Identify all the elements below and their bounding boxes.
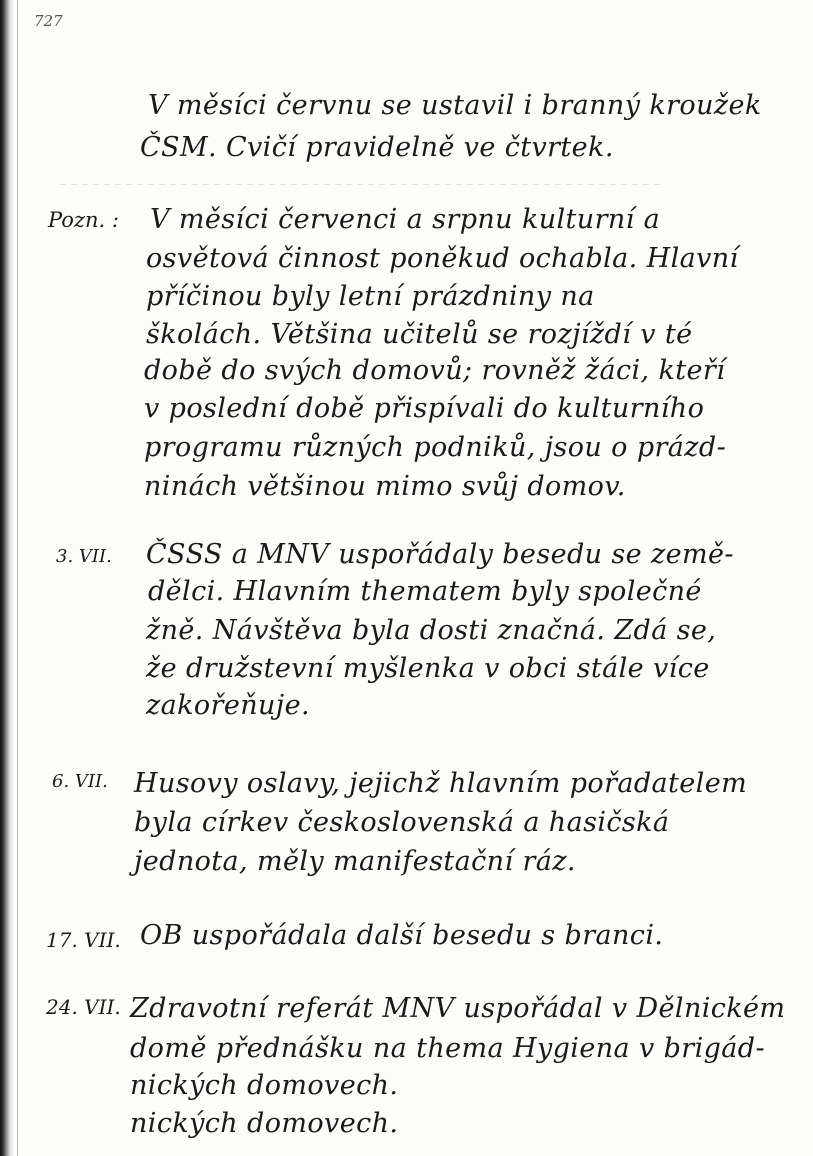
entry-pozn-line-5: době do svých domovů; rovněž žáci, kteří (144, 355, 726, 386)
entry-6vii-line-3: jednota, měly manifestační ráz. (134, 846, 576, 877)
entry-pozn-line-8: ninách většinou mimo svůj domov. (144, 471, 626, 502)
binding-line (17, 0, 18, 1156)
entry-24vii-line-3: nických domovech. (130, 1070, 399, 1101)
bleed-through-line (60, 184, 660, 185)
entry-pozn-line-6: v poslední době přispívali do kulturního (144, 393, 705, 424)
page-number: 727 (34, 12, 63, 30)
entry-3vii-line-1: ČSSS a MNV uspořádaly besedu se země- (146, 539, 734, 570)
binding-edge (0, 0, 14, 1156)
entry-3vii-line-3: žně. Návštěva byla dosti značná. Zdá se, (146, 615, 717, 646)
entry-17vii-line-1: OB uspořádala další besedu s branci. (140, 920, 664, 951)
intro-line-1: V měsíci červnu se ustavil i branný kroužek (148, 90, 762, 121)
intro-line-2: ČSM. Cvičí pravidelně ve čtvrtek. (140, 132, 614, 163)
entry-3vii-line-4: že družstevní myšlenka v obci stále více (146, 653, 710, 684)
entry-6vii-line-2: byla církev československá a hasičská (134, 807, 670, 838)
entry-pozn-line-4: školách. Většina učitelů se rozjíždí v té (146, 319, 693, 350)
entry-24vii-line-2: domě přednášku na thema Hygiena v brigád- (130, 1033, 766, 1064)
entry-pozn-line-1: V měsíci červenci a srpnu kulturní a (150, 204, 661, 235)
entry-24vii-line-1: Zdravotní referát MNV uspořádal v Dělnickém (130, 993, 786, 1024)
entry-date-24-vii: 24. VII. (46, 995, 121, 1019)
entry-3vii-line-2: dělci. Hlavním thematem byly společné (148, 576, 702, 607)
entry-date-pozn: Pozn. : (48, 208, 119, 232)
entry-6vii-line-1: Husovy oslavy, jejichž hlavním pořadatelem (134, 768, 748, 799)
entry-pozn-line-2: osvětová činnost poněkud ochabla. Hlavní (146, 243, 739, 274)
entry-date-17-vii: 17. VII. (46, 928, 121, 952)
entry-pozn-line-3: příčinou byly letní prázdniny na (146, 281, 595, 312)
entry-24vii-line-4: nických domovech. (130, 1108, 399, 1139)
entry-date-3-vii: 3. VII. (56, 546, 112, 567)
entry-pozn-line-7: programu různých podniků, jsou o prázd- (144, 432, 727, 463)
entry-3vii-line-5: zakořeňuje. (146, 690, 310, 721)
entry-date-6-vii: 6. VII. (52, 771, 108, 792)
